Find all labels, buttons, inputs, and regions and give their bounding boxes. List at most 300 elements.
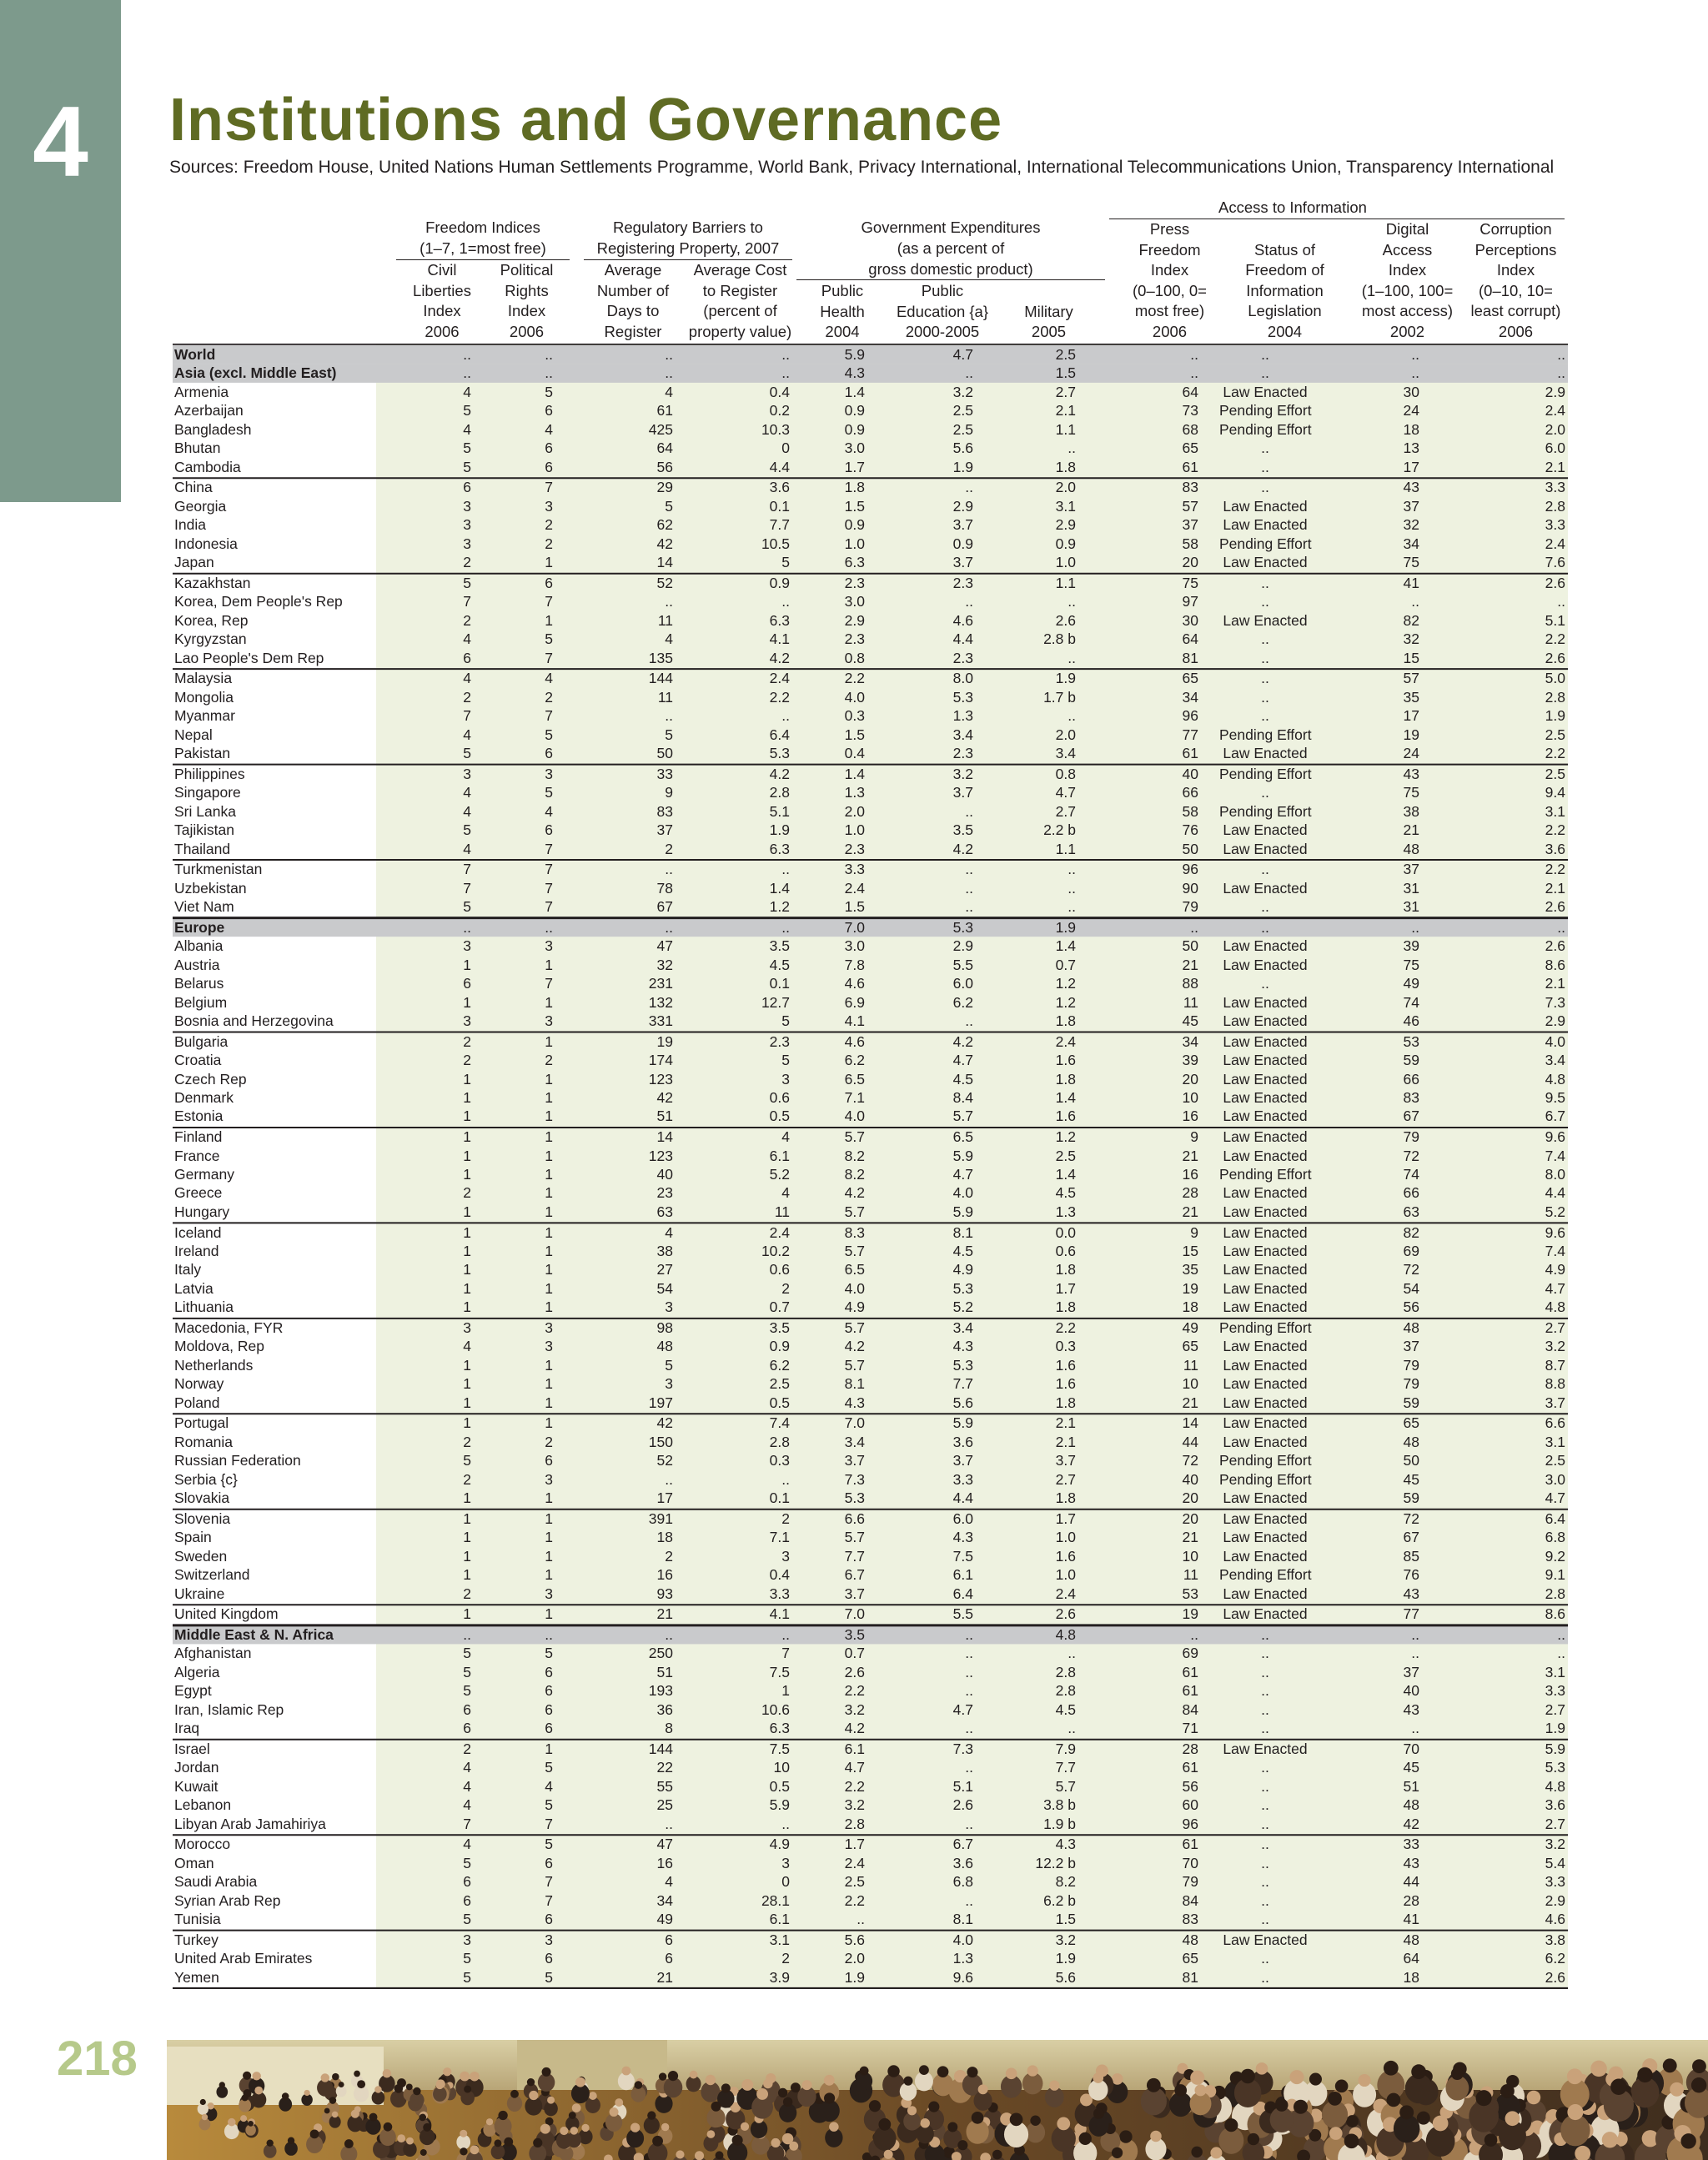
person-head — [460, 2147, 467, 2155]
value-cell: 12.2 b — [1035, 1854, 1076, 1871]
value-cell: Law Enacted — [1223, 1052, 1308, 1069]
country-name-cell: Ireland — [174, 1242, 219, 1259]
value-cell: .. — [1190, 364, 1198, 382]
value-cell: 4.4 — [1545, 1184, 1565, 1202]
value-cell: 1.4 — [1055, 1088, 1076, 1106]
value-cell: 2.5 — [1055, 1147, 1076, 1164]
value-cell: 2.7 — [1545, 1700, 1565, 1718]
country-name-cell: Netherlands — [174, 1356, 254, 1374]
person-head — [1275, 2099, 1288, 2112]
person-head — [615, 2098, 623, 2107]
value-cell: 1 — [545, 1242, 553, 1259]
value-cell: 2 — [545, 1433, 553, 1450]
value-cell: 4.9 — [952, 1261, 973, 1278]
value-cell: 7 — [545, 840, 553, 857]
value-cell: Law Enacted — [1223, 1128, 1308, 1146]
person-head — [763, 2079, 772, 2088]
col-digital-line-1: Digital — [1385, 220, 1429, 238]
value-cell: 0.8 — [844, 649, 865, 666]
value-cell: 31 — [1403, 879, 1419, 897]
person-head — [1484, 2133, 1498, 2147]
col-press-line-6: 2006 — [1152, 322, 1188, 340]
person-head — [1411, 2064, 1426, 2079]
value-cell: 1 — [463, 1261, 471, 1278]
value-cell: .. — [1068, 649, 1076, 666]
value-cell: 7.4 — [769, 1414, 790, 1432]
value-cell: 3 — [463, 516, 471, 534]
country-name-cell: Poland — [174, 1394, 220, 1411]
value-cell: 7.6 — [1545, 554, 1565, 571]
country-name-cell: Switzerland — [174, 1566, 250, 1584]
country-name-cell: Iraq — [174, 1720, 200, 1737]
value-cell: 2.7 — [1055, 383, 1076, 400]
col-corruption-line-4: (0–10, 10= — [1479, 281, 1553, 299]
value-cell: .. — [1261, 1720, 1269, 1737]
value-cell: 4 — [463, 784, 471, 801]
value-cell: 11 — [657, 688, 673, 706]
value-cell: 3.2 — [1545, 1338, 1565, 1355]
value-cell: .. — [1261, 630, 1269, 648]
person-head — [200, 2099, 206, 2105]
person-head — [1567, 2068, 1583, 2084]
value-cell: 41 — [1403, 1911, 1419, 1928]
value-cell: 4.3 — [844, 364, 865, 382]
value-cell: 3.7 — [844, 1452, 865, 1469]
value-cell: 2.2 — [844, 1891, 865, 1909]
value-cell: 6 — [545, 1854, 553, 1871]
value-cell: 0.4 — [844, 745, 865, 762]
value-cell: 3.3 — [1545, 1873, 1565, 1891]
value-cell: 11 — [1183, 1566, 1198, 1584]
person-head — [1433, 2116, 1449, 2132]
value-cell: 2.2 — [844, 1777, 865, 1795]
value-cell: 4.7 — [1545, 1279, 1565, 1297]
person-head — [324, 2108, 330, 2114]
value-cell: 4.3 — [844, 1394, 865, 1411]
value-cell: 1 — [463, 1394, 471, 1411]
value-cell: 1.0 — [1055, 554, 1076, 571]
value-cell: 5.9 — [1545, 1740, 1565, 1757]
value-cell: 7 — [463, 707, 471, 725]
person-head — [1344, 2133, 1359, 2148]
person-head — [1691, 2077, 1706, 2092]
value-cell: 7.7 — [769, 516, 790, 534]
person-head — [1500, 2084, 1515, 2098]
value-cell: 6 — [463, 649, 471, 666]
country-name-cell: France — [174, 1147, 220, 1164]
value-cell: 44 — [1403, 1873, 1419, 1891]
value-cell: 5 — [545, 1796, 553, 1814]
value-cell: 7 — [463, 1815, 471, 1832]
value-cell: 59 — [1403, 1489, 1419, 1507]
person-head — [992, 2150, 1002, 2160]
person-head — [1680, 2133, 1695, 2148]
value-cell: 21 — [1182, 1529, 1198, 1546]
value-cell: 2.6 — [1545, 574, 1565, 591]
person-head — [1256, 2062, 1268, 2075]
person-head — [1006, 2067, 1017, 2079]
value-cell: 61 — [1182, 1663, 1198, 1680]
value-cell: Pending Effort — [1219, 420, 1312, 438]
col-health-line-1: Public — [821, 282, 864, 299]
person-head — [676, 2150, 684, 2158]
value-cell: 3.1 — [1545, 1433, 1565, 1450]
value-cell: 16 — [656, 1854, 673, 1871]
value-cell: 6.4 — [1545, 1509, 1565, 1527]
value-cell: 2.8 — [769, 1433, 790, 1450]
country-name-cell: Middle East & N. Africa — [174, 1625, 334, 1643]
value-cell: 1 — [463, 1299, 471, 1316]
value-cell: 4 — [545, 670, 553, 687]
value-cell: .. — [1261, 1682, 1269, 1700]
value-cell: 51 — [656, 1663, 673, 1680]
value-cell: 4 — [463, 1777, 471, 1795]
value-cell: 5.6 — [1055, 1968, 1076, 1986]
person-head — [419, 2114, 426, 2122]
value-cell: 3 — [463, 1931, 471, 1948]
person-head — [824, 2075, 835, 2086]
person-head — [344, 2139, 354, 2148]
value-cell: 6.2 b — [1043, 1891, 1076, 1909]
value-cell: 2.8 — [1545, 688, 1565, 706]
country-name-cell: Indonesia — [174, 535, 238, 552]
value-cell: Law Enacted — [1223, 383, 1308, 400]
value-cell: 2.0 — [1055, 479, 1076, 496]
value-cell: 3.1 — [769, 1931, 790, 1948]
value-cell: 4 — [545, 1777, 553, 1795]
value-cell: 2 — [463, 688, 471, 706]
value-cell: 34 — [1182, 688, 1198, 706]
value-cell: 10 — [773, 1759, 790, 1776]
value-cell: 3.5 — [769, 937, 790, 955]
value-cell: 49 — [1403, 975, 1419, 992]
value-cell: 4 — [463, 1796, 471, 1814]
person-head — [957, 2140, 967, 2150]
value-cell: 4.8 — [1545, 1777, 1565, 1795]
person-head — [1505, 2111, 1520, 2126]
value-cell: .. — [1261, 1836, 1269, 1853]
value-cell: 42 — [656, 1088, 673, 1106]
value-cell: 3 — [463, 765, 471, 782]
value-cell: 1 — [463, 1414, 471, 1432]
value-cell: 2.0 — [1055, 726, 1076, 743]
value-cell: 1.1 — [1055, 420, 1076, 438]
value-cell: 2 — [463, 1470, 471, 1488]
value-cell: 43 — [1403, 1854, 1419, 1871]
value-cell: 10.3 — [761, 420, 790, 438]
country-name-cell: Saudi Arabia — [174, 1873, 258, 1891]
value-cell: 54 — [656, 1279, 673, 1297]
value-cell: .. — [965, 898, 973, 916]
value-cell: 9 — [1190, 1223, 1198, 1241]
value-cell: 33 — [656, 765, 673, 782]
value-cell: 0.9 — [844, 420, 865, 438]
country-name-cell: Albania — [174, 937, 224, 955]
country-name-cell: Croatia — [174, 1052, 222, 1069]
value-cell: 2.4 — [1055, 1585, 1076, 1602]
value-cell: .. — [1261, 898, 1269, 916]
country-name-cell: Kyrgyzstan — [174, 630, 247, 648]
person-head — [621, 2067, 630, 2076]
value-cell: .. — [1261, 1891, 1269, 1909]
value-cell: 1.1 — [1055, 574, 1076, 591]
value-cell: 6.3 — [844, 554, 865, 571]
value-cell: 50 — [1182, 937, 1198, 955]
value-cell: 0.9 — [769, 574, 790, 591]
value-cell: 5 — [463, 1645, 471, 1662]
value-cell: 29 — [656, 479, 673, 496]
value-cell: 64 — [1403, 1950, 1419, 1967]
value-cell: 1 — [463, 1547, 471, 1565]
chapter-tab — [0, 0, 121, 502]
person-head — [652, 2136, 663, 2147]
value-cell: Pending Effort — [1219, 1165, 1312, 1183]
value-cell: 7.5 — [769, 1663, 790, 1680]
country-name-cell: Finland — [174, 1128, 223, 1146]
value-cell: 82 — [1403, 611, 1419, 629]
value-cell: 5.9 — [769, 1796, 790, 1814]
country-name-cell: Estonia — [174, 1108, 224, 1125]
value-cell: 67 — [1403, 1108, 1419, 1125]
value-cell: 69 — [1182, 1645, 1198, 1662]
value-cell: 1 — [463, 956, 471, 973]
col-military-line-2: 2005 — [1031, 323, 1067, 341]
person-head — [706, 2075, 716, 2085]
value-cell: 3.0 — [844, 593, 865, 610]
value-cell: 4.7 — [844, 1759, 865, 1776]
value-cell: 5.9 — [952, 1414, 973, 1432]
person-head — [572, 2103, 581, 2112]
value-cell: 2.9 — [1545, 1891, 1565, 1909]
value-cell: 57 — [1403, 670, 1419, 687]
person-head — [1294, 2100, 1308, 2114]
value-cell: 5 — [463, 821, 471, 839]
value-cell: 64 — [1182, 630, 1198, 648]
country-name-cell: Romania — [174, 1433, 234, 1450]
value-cell: 0.9 — [844, 402, 865, 419]
value-cell: 65 — [1403, 1414, 1419, 1432]
value-cell: 6 — [545, 574, 553, 591]
col-corruption-line-5: least corrupt) — [1470, 302, 1561, 320]
value-cell: 8.2 — [844, 1165, 865, 1183]
person-head — [661, 2123, 669, 2131]
value-cell: 20 — [1182, 1509, 1198, 1527]
col-digital-line-5: most access) — [1362, 302, 1453, 320]
expend-group-rule — [796, 279, 1105, 280]
value-cell: 7.0 — [844, 1414, 865, 1432]
value-cell: Law Enacted — [1223, 1414, 1308, 1432]
value-cell: 1 — [545, 1147, 553, 1164]
value-cell: 4 — [463, 1836, 471, 1853]
country-name-cell: Uzbekistan — [174, 879, 247, 897]
value-cell: .. — [665, 364, 673, 382]
page-title: Institutions and Governance — [169, 87, 1003, 153]
value-cell: 1.9 — [1055, 1950, 1076, 1967]
person-head — [383, 2069, 392, 2078]
value-cell: 6.3 — [769, 840, 790, 857]
value-cell: 1 — [545, 1088, 553, 1106]
value-cell: .. — [1261, 670, 1269, 687]
value-cell: 2.9 — [844, 611, 865, 629]
value-cell: 1 — [545, 1299, 553, 1316]
value-cell: 0.6 — [1055, 1242, 1076, 1259]
value-cell: 10 — [1182, 1547, 1198, 1565]
value-cell: .. — [1261, 1777, 1269, 1795]
value-cell: 33 — [1403, 1836, 1419, 1853]
value-cell: 4 — [665, 1223, 673, 1241]
value-cell: 1.8 — [1055, 1012, 1076, 1029]
value-cell: 2.1 — [1055, 1414, 1076, 1432]
value-cell: 6 — [545, 1720, 553, 1737]
value-cell: 6.7 — [952, 1836, 973, 1853]
value-cell: 2.9 — [1055, 516, 1076, 534]
value-cell: 1.9 — [844, 1968, 865, 1986]
col-education-line-3: 2000-2005 — [905, 323, 980, 341]
value-cell: 2 — [781, 1509, 790, 1527]
value-cell: 4 — [665, 630, 673, 648]
value-cell: 6.1 — [844, 1740, 865, 1757]
value-cell: 46 — [1403, 1012, 1419, 1029]
value-cell: 74 — [1403, 993, 1419, 1011]
value-cell: Law Enacted — [1223, 1375, 1308, 1393]
country-name-cell: Latvia — [174, 1279, 214, 1297]
expend-group-label-1: Government Expenditures — [861, 219, 1041, 236]
value-cell: 11 — [774, 1203, 790, 1220]
person-head — [860, 2067, 869, 2076]
value-cell: 77 — [1182, 726, 1198, 743]
value-cell: 6 — [545, 1452, 553, 1469]
value-cell: 84 — [1182, 1891, 1198, 1909]
value-cell: 2.2 — [1545, 630, 1565, 648]
value-cell: 123 — [648, 1070, 673, 1088]
value-cell: 70 — [1182, 1854, 1198, 1871]
value-cell: 8.2 — [844, 1147, 865, 1164]
value-cell: 85 — [1403, 1547, 1419, 1565]
value-cell: 3.1 — [1055, 497, 1076, 515]
value-cell: 2.1 — [1055, 402, 1076, 419]
value-cell: 2.4 — [844, 1854, 865, 1871]
value-cell: .. — [965, 1012, 973, 1029]
value-cell: 6.3 — [769, 1720, 790, 1737]
col-days-line-3: Days to — [606, 302, 660, 320]
col-education-line-2: Education {a} — [896, 302, 989, 320]
value-cell: .. — [463, 1625, 471, 1643]
value-cell: .. — [1261, 918, 1269, 936]
value-cell: 4.9 — [769, 1836, 790, 1853]
person-head — [332, 2112, 339, 2118]
value-cell: 7.5 — [769, 1740, 790, 1757]
person-head — [789, 2142, 798, 2151]
person-head — [413, 2087, 420, 2095]
person-head — [721, 2083, 731, 2092]
person-head — [801, 2080, 811, 2090]
value-cell: 5.4 — [1545, 1854, 1565, 1871]
value-cell: .. — [1261, 975, 1269, 992]
person-head — [869, 2100, 881, 2112]
country-name-cell: Myanmar — [174, 707, 235, 725]
value-cell: 5 — [463, 1682, 471, 1700]
value-cell: 5 — [545, 726, 553, 743]
value-cell: Pending Effort — [1219, 535, 1312, 552]
value-cell: 48 — [1403, 1796, 1419, 1814]
col-civil-liberties-header — [400, 260, 484, 342]
value-cell: .. — [1261, 1815, 1269, 1832]
value-cell: 2.4 — [1055, 1032, 1076, 1050]
value-cell: 6 — [665, 1931, 673, 1948]
value-cell: 79 — [1403, 1128, 1419, 1146]
col-military-header — [1005, 302, 1093, 343]
value-cell: Law Enacted — [1223, 1108, 1308, 1125]
value-cell: 1 — [545, 1279, 553, 1297]
value-cell: 1 — [545, 1605, 553, 1623]
value-cell: 2 — [545, 516, 553, 534]
col-corruption-line-6: 2006 — [1498, 322, 1534, 340]
value-cell: 3 — [545, 1585, 553, 1602]
value-cell: 21 — [1182, 1147, 1198, 1164]
country-name-cell: Singapore — [174, 784, 241, 801]
value-cell: .. — [781, 1625, 790, 1643]
value-cell: 7 — [545, 861, 553, 878]
value-cell: 43 — [1403, 1585, 1419, 1602]
value-cell: 18 — [1403, 420, 1419, 438]
value-cell: Law Enacted — [1223, 1032, 1308, 1050]
person-head — [494, 2139, 501, 2147]
value-cell: 5.7 — [844, 1128, 865, 1146]
value-cell: 1 — [545, 1375, 553, 1393]
value-cell: 5.7 — [952, 1108, 973, 1125]
value-cell: 4.8 — [1545, 1299, 1565, 1316]
value-cell: 28 — [1182, 1740, 1198, 1757]
country-name-cell: Turkey — [174, 1931, 219, 1948]
value-cell: 4.5 — [952, 1070, 973, 1088]
value-cell: 9.1 — [1545, 1566, 1565, 1584]
col-civil-line-4: 2006 — [424, 322, 460, 340]
col-education-line-1: Public — [921, 282, 964, 299]
value-cell: 90 — [1182, 879, 1198, 897]
value-cell: 4.2 — [769, 649, 790, 666]
person-head — [824, 2092, 835, 2103]
value-cell: 0.2 — [769, 402, 790, 419]
person-head — [1637, 2067, 1652, 2082]
person-head — [647, 2111, 656, 2119]
value-cell: 6 — [463, 479, 471, 496]
value-cell: .. — [1261, 1663, 1269, 1680]
value-cell: 0.1 — [769, 1489, 790, 1507]
value-cell: 59 — [1403, 1394, 1419, 1411]
col-digital-line-3: Index — [1388, 261, 1427, 279]
value-cell: 4.9 — [1545, 1261, 1565, 1278]
value-cell: Pending Effort — [1219, 1452, 1312, 1469]
value-cell: 0.1 — [769, 975, 790, 992]
person-head — [282, 2092, 289, 2100]
value-cell: 48 — [1403, 1319, 1419, 1336]
col-cost-line-2: to Register — [702, 281, 778, 299]
person-head — [1602, 2132, 1618, 2147]
value-cell: 1.9 — [952, 458, 973, 475]
value-cell: 5.6 — [952, 1394, 973, 1411]
value-cell: .. — [1557, 593, 1565, 610]
value-cell: 3 — [545, 1338, 553, 1355]
value-cell: 5 — [463, 898, 471, 916]
expend-group-label-2: (as a percent of — [897, 239, 1005, 257]
value-cell: 7.1 — [769, 1529, 790, 1546]
value-cell: Law Enacted — [1223, 516, 1308, 534]
person-head — [928, 2102, 939, 2112]
value-cell: 3.2 — [844, 1796, 865, 1814]
value-cell: .. — [1261, 688, 1269, 706]
value-cell: 1 — [545, 1108, 553, 1125]
country-name-cell: Greece — [174, 1184, 223, 1202]
